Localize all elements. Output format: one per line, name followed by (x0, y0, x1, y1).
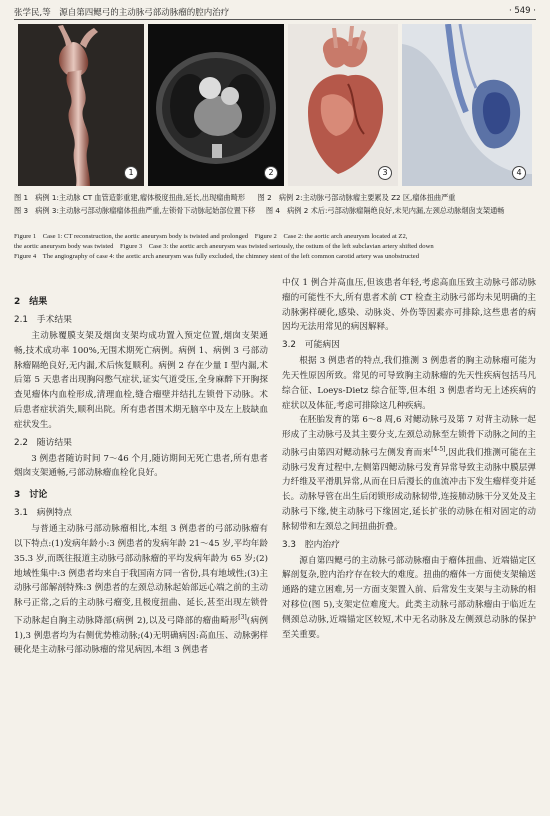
citation-ref-3[interactable]: [3] (238, 613, 247, 621)
figure-number: 4 (512, 166, 526, 180)
caption-cn-row-2 (14, 205, 536, 216)
paragraph-surgical-results: 主动脉覆膜支架及烟囱支架均成功置入预定位置,烟囱支架通畅,技术成功率 100%,无围术期死亡病例。病例 1、病例 3 弓部动脉瘤隔绝良好,无内漏,术后恢复顺利。病例 2 存在少量 Ⅰ 型内漏,术后第 5 天患者出现胸闷憋气症状,证实气道受压,全身麻醉下开胸探查见瘤体内血栓形成,清理血栓,缝合瘤壁并结扎左锁骨下动脉。术后患者症状消失,顺利出院。所有患者围术期无脑卒中及左上肢缺血症状发生。 (14, 331, 268, 430)
running-header (14, 6, 536, 20)
caption-fig3-cn: 图 3 病例 3:主动脉弓部动脉瘤瘤体扭曲严重,左锁骨下动脉起始部位置下移 (14, 206, 256, 215)
paragraph-characteristics-part-1: 与普通主动脉弓部动脉瘤相比,本组 3 例患者的弓部动脉瘤有以下特点:(1)发病年龄小:3 例患者的发病年龄 21～45 岁,平均年龄 35.3 岁,而既往报道主动脉弓部动脉瘤的平均发病年龄为 65 岁;(2)地域性集中:3 例患者均来自于我国南方同一省份,具有地域性;(3)主动脉弓部解剖特殊:3 例患者的左颈总动脉起始部远心端之前的主动脉弓正常,之后的主动脉弓瘤变,且极度扭曲、延长,甚至出现左锁骨下动脉起自胸主动脉降部(病例 2),以及弓降部的瘤曲畸形 (14, 524, 268, 626)
caption-en-line-1: Figure 1 Case 1: CT reconstruction, the aortic aneurysm body is twisted and prolonged Figure 2 Case 2: the aortic arch aneurysm located at Z2, (14, 233, 408, 240)
caption-fig1-cn: 图 1 病例 1:主动脉 CT 血管造影重建,瘤体极度扭曲,延长,出现瘤曲畸形 (14, 193, 246, 202)
figure-3 (288, 24, 398, 186)
figure-1 (18, 24, 144, 186)
figure-number: 1 (124, 166, 138, 180)
angiography-image (402, 24, 532, 186)
paragraph-etiology: 根据 3 例患者的特点,我们推测 3 例患者的胸主动脉瘤可能为先天性原因所致。常见的可导致胸主动脉瘤的先天性疾病包括马凡综合征、Loeys-Dietz 综合征等,但本组 3 例患者均无上述疾病的症状以及体征,考虑可排除这几种疾病。 (282, 356, 536, 411)
section-heading-results: 2 结果 (14, 297, 48, 307)
page-number: · 549 · (508, 6, 536, 16)
figure-panel (18, 24, 532, 186)
subsection-heading-followup: 2.2 随访结果 (14, 437, 72, 448)
caption-en-line-2: the aortic aneurysm body was twisted Figure 3 Case 3: the aortic arch aneurysm was twisted seriously, the ostium of the left subclavian artery shifted down (14, 243, 434, 250)
subsection-heading-surgical: 2.1 手术结果 (14, 315, 72, 325)
figure-2 (148, 24, 284, 186)
citation-ref-4-5[interactable]: [4-5] (431, 445, 446, 453)
ct-reconstruction-image (18, 24, 144, 186)
caption-fig4-cn: 图 4 病例 2 术后:弓部动脉瘤隔绝良好,未见内漏,左颈总动脉烟囱支架通畅 (265, 206, 505, 215)
ct-3d-heart-image (288, 24, 398, 186)
figure-number: 2 (264, 166, 278, 180)
section-heading-discussion: 3 讨论 (14, 490, 48, 501)
caption-fig2-cn: 图 2 病例 2:主动脉弓部动脉瘤主要累及 Z2 区,瘤体扭曲严重 (257, 193, 456, 202)
paragraph-embryology-part-1: 在胚胎发育的第 6～8 周,6 对鳃动脉弓及第 7 对背主动脉一起形成了主动脉弓及其主要分支,左颈总动脉至左锁骨下动脉之间的主动脉弓由第四对鳃动脉弓左侧发育而来 (282, 415, 536, 458)
paragraph-characteristics (14, 522, 268, 658)
paragraph-embryology (282, 413, 536, 534)
caption-en-line-3: Figure 4 The angiography of case 4: the aortic arch aneurysm was fully excluded, the chimney stent of the left common carotid artery was unobstructed (14, 253, 420, 260)
paragraph-characteristics-part-2: (病例 1),3 例患者均为右侧优势椎动脉;(4)无明确病因:高血压、动脉粥样硬化是主动脉弓部动脉瘤的常见病因,本组 3 例患者 (14, 615, 268, 656)
subsection-heading-characteristics: 3.1 病例特点 (14, 508, 72, 519)
figure-4 (402, 24, 532, 186)
right-column (282, 276, 536, 642)
left-column (14, 292, 268, 658)
running-header-title: 张学民,等 源自第四鳃弓的主动脉弓部动脉瘤的腔内治疗 (14, 8, 230, 18)
subsection-heading-endovascular: 3.3 腔内治疗 (282, 539, 340, 550)
paragraph-continuation: 中仅 1 例合并高血压,但该患者年轻,考虑高血压致主动脉弓部动脉瘤的可能性不大,所有患者术前 CT 检查主动脉弓部均未见明确的主动脉粥样硬化,感染、动脉炎、外伤等因素亦可排除,这些患者的病因均无法用常见的病因解释。 (282, 278, 536, 333)
paragraph-endovascular: 源自第四鳃弓的主动脉弓部动脉瘤由于瘤体扭曲、近端锚定区解剖复杂,腔内治疗存在较大的难度。扭曲的瘤体一方面使支架输送通路的建立困难,另一方面支架置入前、后常发生支架与主动脉的相对移位(图 5),支架定位难度大。此类主动脉弓部动脉瘤由于临近左侧颈总动脉,近端锚定区较短,术中无名动脉及左侧颈总动脉的保护至关重要。 (282, 555, 536, 640)
paragraph-embryology-part-2: ,因此我们推测可能在主动脉弓发育过程中,左侧第四鳃动脉弓发育异常导致主动脉中膜层弹力纤维及平滑肌异常,从而在日后漫长的血流冲击下发生瘤样变并延长。动脉导管在出生后闭锁形成动脉韧带,连接肺动脉干分叉处及主动脉弓下缘,使主动脉弓下缘固定,延长扩张的动脉在相对固定的动脉韧带和左颈总之间扭曲折叠。 (282, 447, 536, 532)
figure-number: 3 (378, 166, 392, 180)
caption-cn-row-1 (14, 192, 536, 203)
ct-axial-image (148, 24, 284, 186)
paragraph-followup: 3 例患者随访时间 7～46 个月,随访期间无死亡患者,所有患者烟囱支架通畅,弓部动脉瘤血栓化良好。 (14, 453, 268, 479)
subsection-heading-etiology: 3.2 可能病因 (282, 340, 340, 351)
